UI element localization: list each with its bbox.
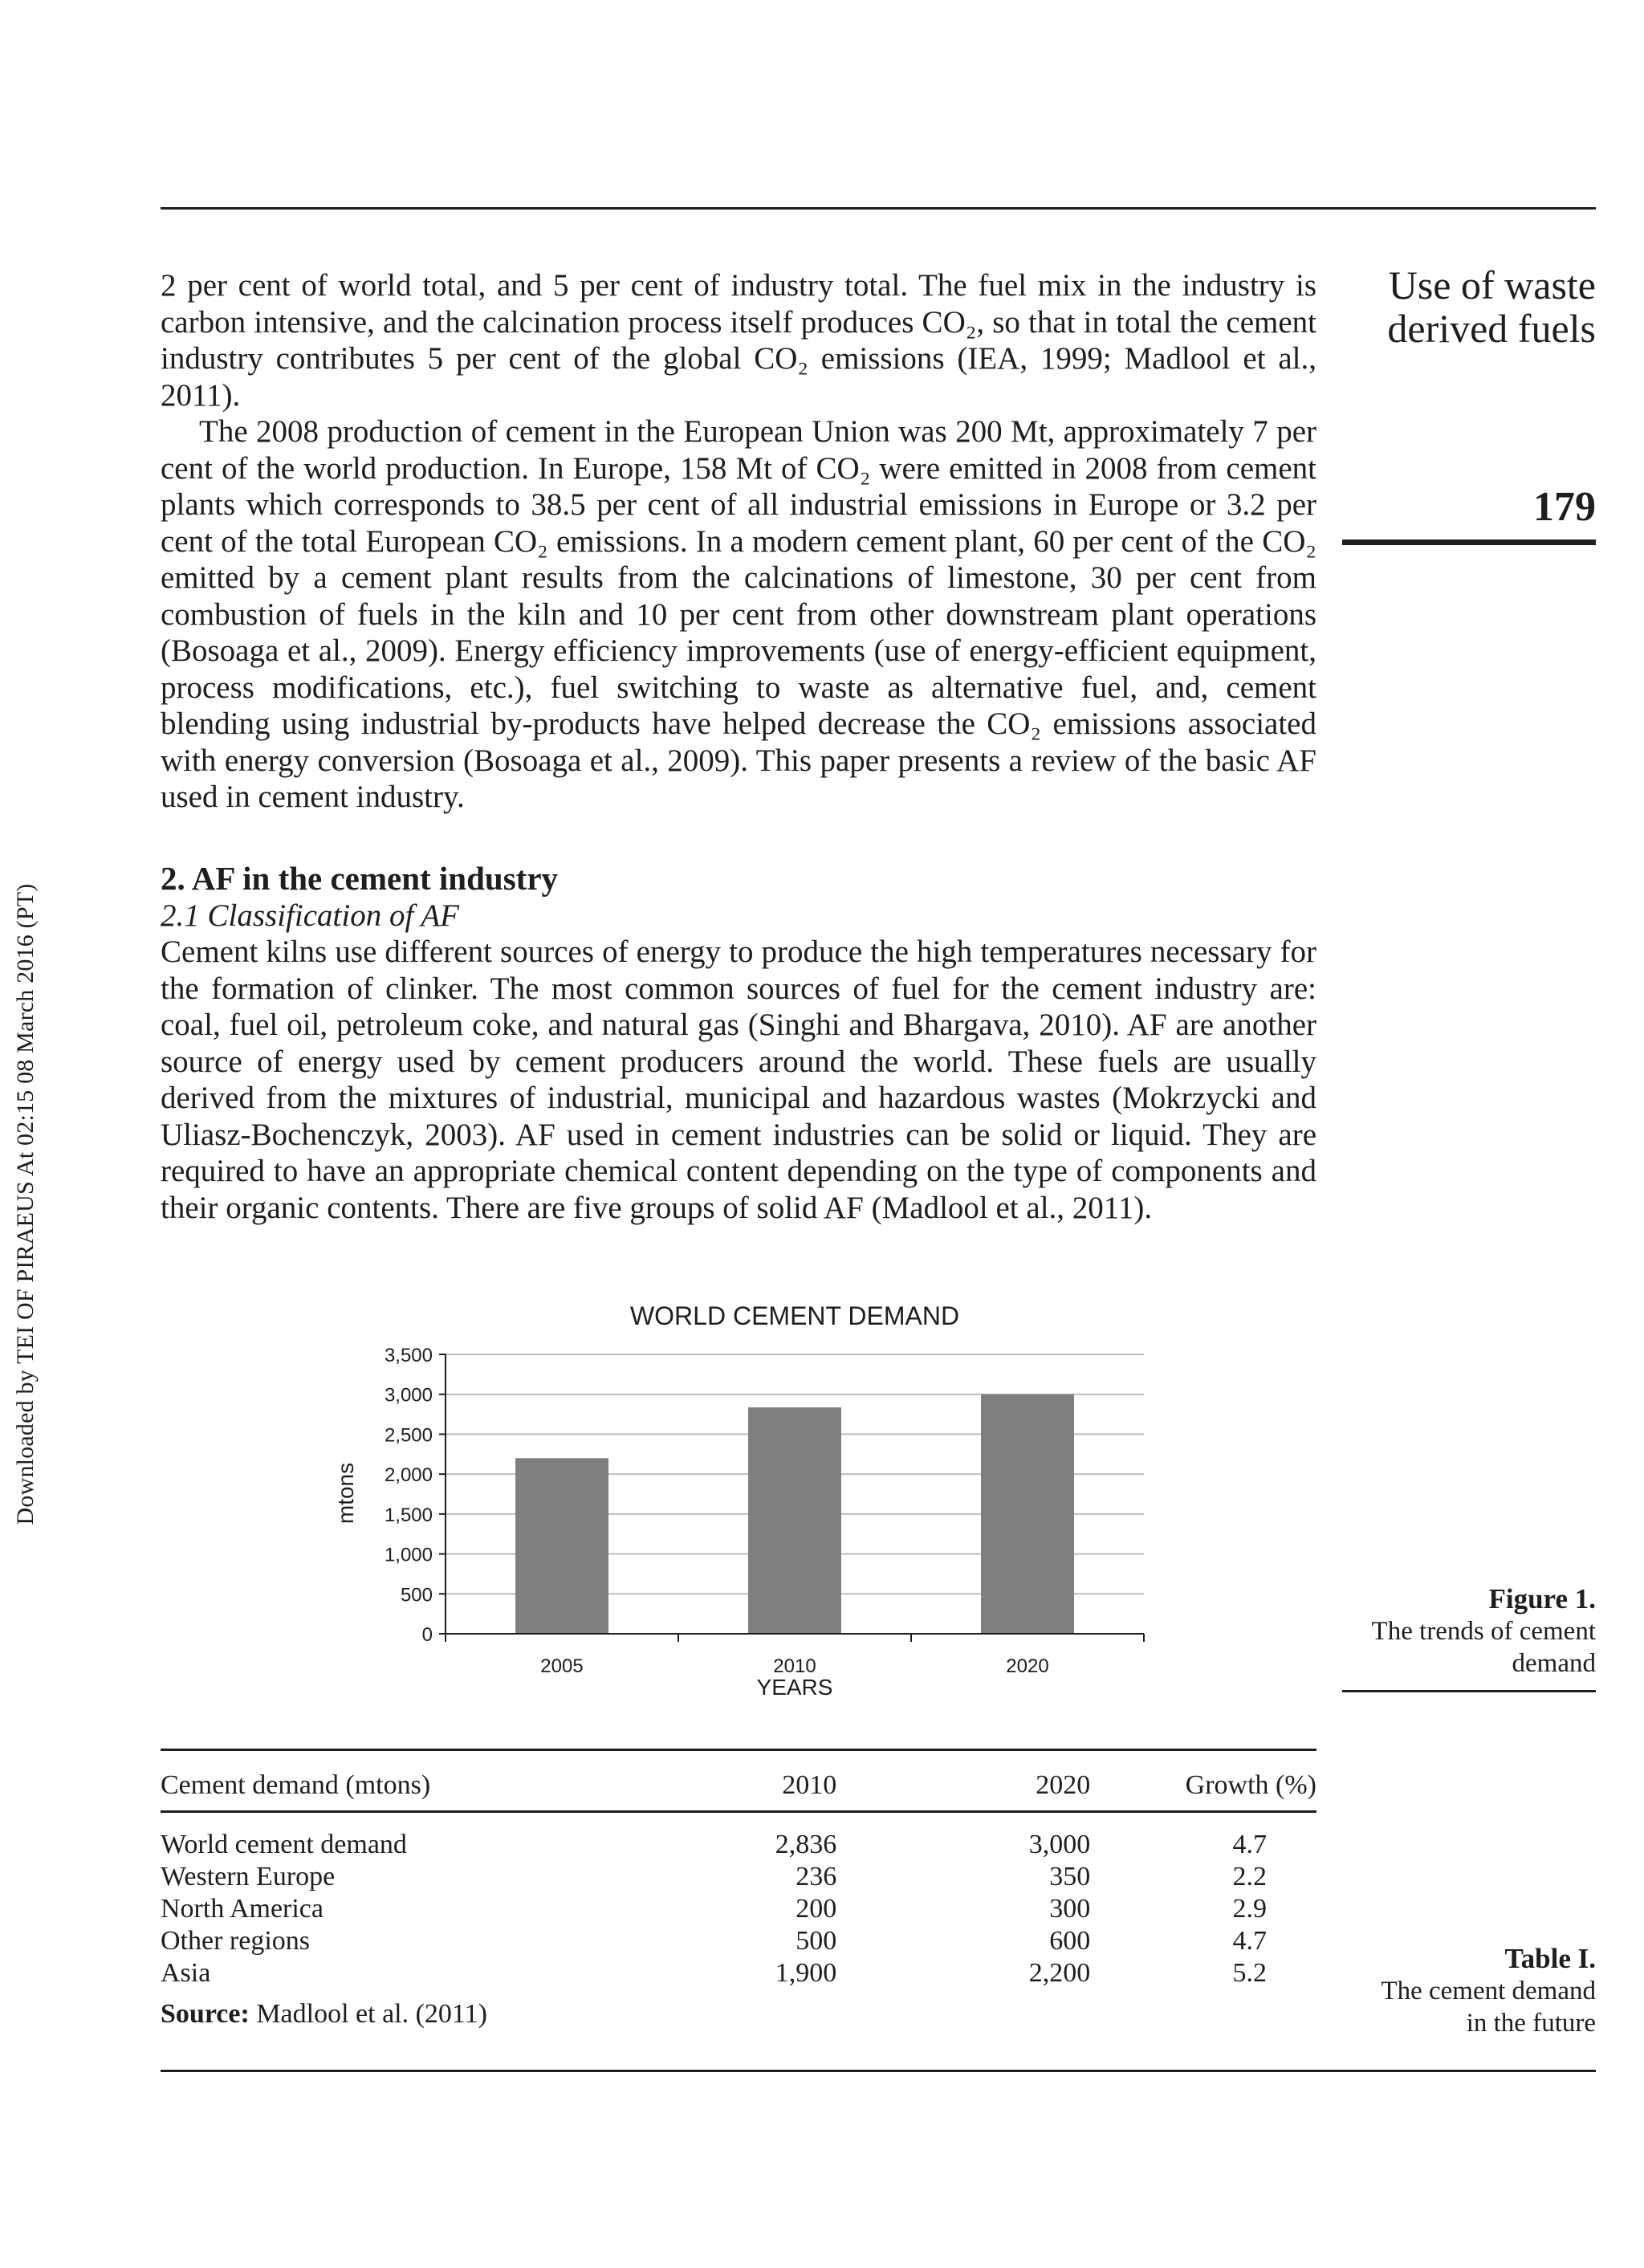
table-cell: 2.2 <box>1232 1862 1267 1891</box>
table-header-cell: Cement demand (mtons) <box>161 1761 591 1812</box>
table-cell: 5.2 <box>1232 1958 1267 1988</box>
paragraph-1: 2 per cent of world total, and 5 per cent of industry total. The fuel mix in the industry is carbon intensive, and the calcination process itself produces CO₂, so that in total the cement industry contributes 5 per cent of the global CO₂ emissions (IEA, 1999; Madlool et al., 2011). <box>161 268 1316 413</box>
chart-y-tick-label: 1,500 <box>384 1504 433 1526</box>
table-cell: 2,836 <box>775 1830 837 1859</box>
page-number-rule <box>1342 540 1596 545</box>
chart-x-tick-label: 2005 <box>540 1655 584 1677</box>
download-margin-note <box>0 0 48 2268</box>
table-caption <box>1307 1943 1596 2039</box>
table-source <box>161 1999 487 2030</box>
chart-y-tick-label: 2,000 <box>384 1464 433 1487</box>
source-text: Madlool et al. (2011) <box>256 1999 487 2029</box>
table-cell: 4.7 <box>1232 1830 1267 1859</box>
table-caption-label: Table I. <box>1504 1943 1596 1974</box>
chart-y-tick-label: 500 <box>400 1584 433 1606</box>
table-header-cell: Growth (%) <box>1090 1761 1316 1812</box>
table-row <box>161 1812 1316 1862</box>
chart-y-axis-label: mtons <box>333 1462 358 1525</box>
table-cell: 600 <box>1049 1926 1091 1956</box>
chart-bars <box>515 1395 1074 1634</box>
table-cell: 350 <box>1049 1862 1091 1891</box>
chart-x-axis-label: YEARS <box>756 1675 833 1698</box>
table-cell: 2.9 <box>1232 1894 1267 1924</box>
chart-y-tick-label: 0 <box>421 1624 433 1646</box>
table-row <box>161 1957 1316 1989</box>
chart-bar <box>515 1458 608 1634</box>
header-rule <box>161 207 1596 210</box>
table-row <box>161 1893 1316 1925</box>
table-cell: 1,900 <box>775 1958 837 1988</box>
table-cell: North America <box>161 1894 324 1924</box>
chart-bar <box>748 1407 841 1634</box>
table-caption-text: The cement demand in the future <box>1381 1977 1596 2038</box>
table-cell: 4.7 <box>1232 1926 1267 1956</box>
cement-demand-table <box>161 1761 1316 1989</box>
figure-caption-rule <box>1342 1690 1596 1692</box>
page-number: 179 <box>1533 484 1596 530</box>
table-cell: World cement demand <box>161 1830 407 1859</box>
chart-title: WORLD CEMENT DEMAND <box>629 1301 960 1330</box>
paragraph-3: Cement kilns use different sources of energy to produce the high temperatures necessary for the formation of clinker. The most common sources of fuel for the cement industry are: coal, fuel oil, petroleum coke, and natural gas (Singhi and Bhargava, 2010). AF are another source of energy used by cement producers around the world. These fuels are usually derived from the mixtures of industrial, municipal and hazardous wastes (Mokrzycki and Uliasz-Bochenczyk, 2003). AF used in cement industries can be solid or liquid. They are required to have an appropriate chemical content depending on the type of components and their organic contents. There are five groups of solid AF (Madlool et al., 2011). <box>161 934 1316 1225</box>
chart-bar <box>981 1395 1074 1634</box>
chart-svg <box>313 1297 1164 1698</box>
table-cell: 3,000 <box>1028 1830 1091 1859</box>
paragraph-2: The 2008 production of cement in the European Union was 200 Mt, approximately 7 per cent of the world production. In Europe, 158 Mt of CO₂ were emitted in 2008 from cement plants which corresponds to 38.5 per cent of all industrial emissions in Europe or 3.2 per cent of the total European CO₂ emissions. In a modern cement plant, 60 per cent of the CO₂ emitted by a cement plant results from the calcinations of limestone, 30 per cent from combustion of fuels in the kiln and 10 per cent from other downstream plant operations (Bosoaga et al., 2009). Energy efficiency improvements (use of energy-efficient equipment, process modifications, etc.), fuel switching to waste as alternative fuel, and, cement blending using industrial by-products have helped decrease the CO₂ emissions associated with energy conversion (Bosoaga et al., 2009). This paper presents a review of the basic AF used in cement industry. <box>161 414 1316 814</box>
source-label: Source: <box>161 1999 250 2029</box>
page-bottom-rule <box>161 2070 1596 2072</box>
running-head: Use of waste derived fuels <box>1387 263 1596 351</box>
download-note-text: Downloaded by TEI OF PIRAEUS At 02:15 08 March 2016 (PT) <box>12 883 39 1525</box>
world-cement-demand-chart <box>313 1297 1164 1698</box>
body-text-section-2 <box>161 861 1316 1226</box>
chart-x-tick-label: 2010 <box>773 1655 816 1677</box>
table-row <box>161 1925 1316 1957</box>
table-cell: Asia <box>161 1958 211 1988</box>
table-cell: 500 <box>796 1926 837 1956</box>
chart-y-tick-label: 1,000 <box>384 1544 433 1566</box>
table-cell: 2,200 <box>1028 1958 1091 1988</box>
table-row <box>161 1861 1316 1893</box>
chart-y-tick-label: 3,000 <box>384 1384 433 1407</box>
table-header-cell: 2010 <box>591 1761 837 1812</box>
table-cell: Western Europe <box>161 1862 336 1891</box>
chart-y-tick-label: 3,500 <box>384 1345 433 1366</box>
chart-x-tick-labels <box>540 1655 1048 1677</box>
chart-x-tick-label: 2020 <box>1006 1655 1049 1677</box>
table-top-rule <box>161 1749 1316 1751</box>
table-cell: 300 <box>1049 1894 1091 1924</box>
table-cell: 200 <box>796 1894 837 1924</box>
figure-caption-label: Figure 1. <box>1488 1583 1596 1614</box>
figure-caption <box>1307 1583 1596 1680</box>
chart-y-tick-labels <box>385 1345 433 1646</box>
section-heading: 2. AF in the cement industry <box>161 860 559 897</box>
chart-y-tick-label: 2,500 <box>384 1424 433 1447</box>
table-cell: Other regions <box>161 1926 311 1956</box>
body-text-upper <box>161 267 1316 816</box>
table-cell: 236 <box>796 1862 837 1891</box>
subsection-heading: 2.1 Classification of AF <box>161 898 459 933</box>
table-header-row <box>161 1761 1316 1812</box>
table-header-cell: 2020 <box>836 1761 1090 1812</box>
figure-caption-text: The trends of cement demand <box>1371 1617 1596 1678</box>
